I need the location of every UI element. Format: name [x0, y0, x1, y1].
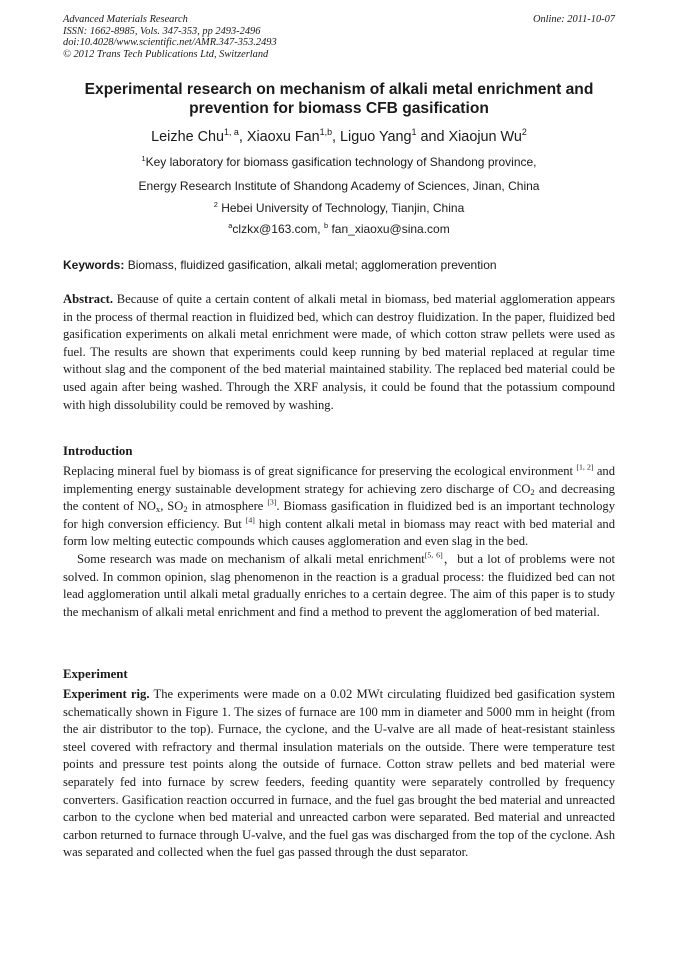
author-affil-mark: 1,b — [319, 126, 333, 137]
issn-line: ISSN: 1662-8985, Vols. 347-353, pp 2493-2496 — [63, 25, 261, 37]
citation: [3] — [267, 497, 277, 507]
introduction-paragraph-1 — [63, 463, 615, 551]
copyright-line: © 2012 Trans Tech Publications Ltd, Switzerland — [63, 48, 269, 60]
author-affil-mark: 1, a — [223, 126, 239, 137]
paper-title: Experimental research on mechanism of alkali metal enrichment and prevention for biomass CFB gasification — [84, 81, 594, 117]
keywords — [63, 258, 615, 273]
text-run: . Biomass gasification in fluidized bed is an important technology for high conversion efficiency. But — [63, 499, 615, 531]
text-run: ，but a lot of problems were not solved. In common opinion, slag phenomenon in the reaction is a gradual process: the fluidized bed can not lead agglomeration until alkali metal gradually enriches to a certain degree. The aim of this paper is to study the mechanism of alkali metal enrichment and find a method to prevent the agglomeration of bed material. — [63, 551, 616, 619]
author-emails — [63, 222, 615, 237]
keywords-label: Keywords: — [63, 258, 125, 272]
introduction-body — [63, 463, 615, 621]
text-run: high content alkali metal in biomass may react with bed material and form low melting eutectic compounds which causes agglomeration and even slag in the bed. — [63, 516, 616, 549]
abstract — [63, 291, 615, 414]
email-mark: b — [323, 220, 329, 230]
text-run: in atmosphere — [191, 499, 264, 514]
introduction-heading: Introduction — [63, 444, 133, 458]
abstract-label: Abstract. — [63, 292, 114, 306]
experiment-rig-label: Experiment rig. — [63, 687, 150, 701]
author-list: Leizhe Chu$^{1, a}$, Xiaoxu Fan$^{1,b}$, Liguo Yang$^1$ and Xiaojun Wu$^2$ — [151, 126, 527, 145]
experiment-heading: Experiment — [63, 667, 128, 681]
text-run: , SO — [160, 499, 184, 514]
affiliation-text: Hebei University of Technology, Tianjin, China — [221, 201, 465, 215]
affil-mark: 2 — [213, 199, 218, 209]
text-run: Replacing mineral fuel by biomass is of great significance for preserving the ecological environment — [63, 464, 574, 478]
experiment-rig-text: The experiments were made on a 0.02 MWt circulating fluidized bed gasification system schematically shown in Figure 1. The sizes of furnace are 100 mm in diameter and 5000 mm in height (from the air distributor to the top). Furnace, the cyclone, and the U-valve are all made of heat-resistant stainless steel covered with refractory and thermal insulation materials on the outside. There were temperature test points and pressure test points along the outside of furnace. Cotton straw pellets and bed material were separately fed into furnace by screw feeders, feeding quantity were separately controlled by frequency converters. Gasification reaction occurred in furnace, and the fuel gas brought the bed material and unreacted carbon to the cyclone when bed material and unreacted carbon were separated. Bed material and unreacted carbon returned to furnace through U-valve, and the fuel gas was discharged from the top of the cyclone. Ash was separated and collected when the fuel gas passed through the dust separator. — [63, 687, 615, 860]
author-name: Leizhe Chu — [151, 129, 224, 145]
text-run: and implementing energy sustainable development strategy for achieving zero discharge of CO — [63, 464, 616, 496]
author-name: Liguo Yang — [340, 129, 412, 145]
subscript: 2 — [530, 486, 535, 497]
author-name: Xiaoxu Fan — [246, 129, 320, 145]
citation: [5, 6] — [424, 550, 443, 560]
introduction-paragraph-2 — [63, 551, 615, 621]
author-affil-mark: 1 — [411, 126, 417, 137]
author-affil-mark: 2 — [521, 126, 527, 137]
affiliation-1-line-2: Energy Research Institute of Shandong Academy of Sciences, Jinan, China — [138, 179, 540, 193]
author-conjunction: and — [420, 129, 445, 145]
email-mark: a — [228, 220, 233, 230]
affil-mark: 1 — [141, 153, 146, 163]
online-date: Online: 2011-10-07 — [532, 14, 615, 25]
subscript: x — [155, 504, 161, 515]
citation: [4] — [245, 515, 255, 525]
author-name: Xiaojun Wu — [448, 129, 522, 145]
abstract-text: Because of quite a certain content of alkali metal in biomass, bed material agglomeration appears in the process of thermal reaction in fluidized bed, which can destroy fluidization. In the paper, fluidized bed gasification experiments on alkali metal enrichment were made, of which cotton straw pellets were used as fuel. The results are shown that experiments could keep running by bed material replaced at regular time without slag and the component of the bed material maintained stability. The replaced bed material could be used again after being washed. Through the XRF analysis, it could be found that the potassium compound with high dissolubility could be removed by washing. — [63, 292, 615, 412]
citation: [1, 2] — [576, 462, 594, 472]
experiment-body — [63, 686, 615, 862]
email-b: fan_xiaoxu@sina.com — [331, 222, 450, 236]
doi-line: doi:10.4028/www.scientific.net/AMR.347-353.2493 — [63, 37, 277, 49]
subscript: 2 — [183, 504, 188, 515]
journal-header — [63, 14, 615, 60]
keywords-text: Biomass, fluidized gasification, alkali metal; agglomeration prevention — [127, 258, 497, 272]
journal-name: Advanced Materials Research — [63, 14, 188, 25]
text-run: and decreasing the content of NO — [63, 481, 615, 514]
email-a: clzkx@163.com, — [232, 222, 321, 236]
affiliation-text: Key laboratory for biomass gasification technology of Shandong province, — [145, 155, 537, 169]
affiliation-2 — [63, 201, 615, 216]
affiliation-1-line-1 — [63, 155, 615, 170]
text-run: Some research was made on mechanism of alkali metal enrichment — [77, 551, 425, 566]
